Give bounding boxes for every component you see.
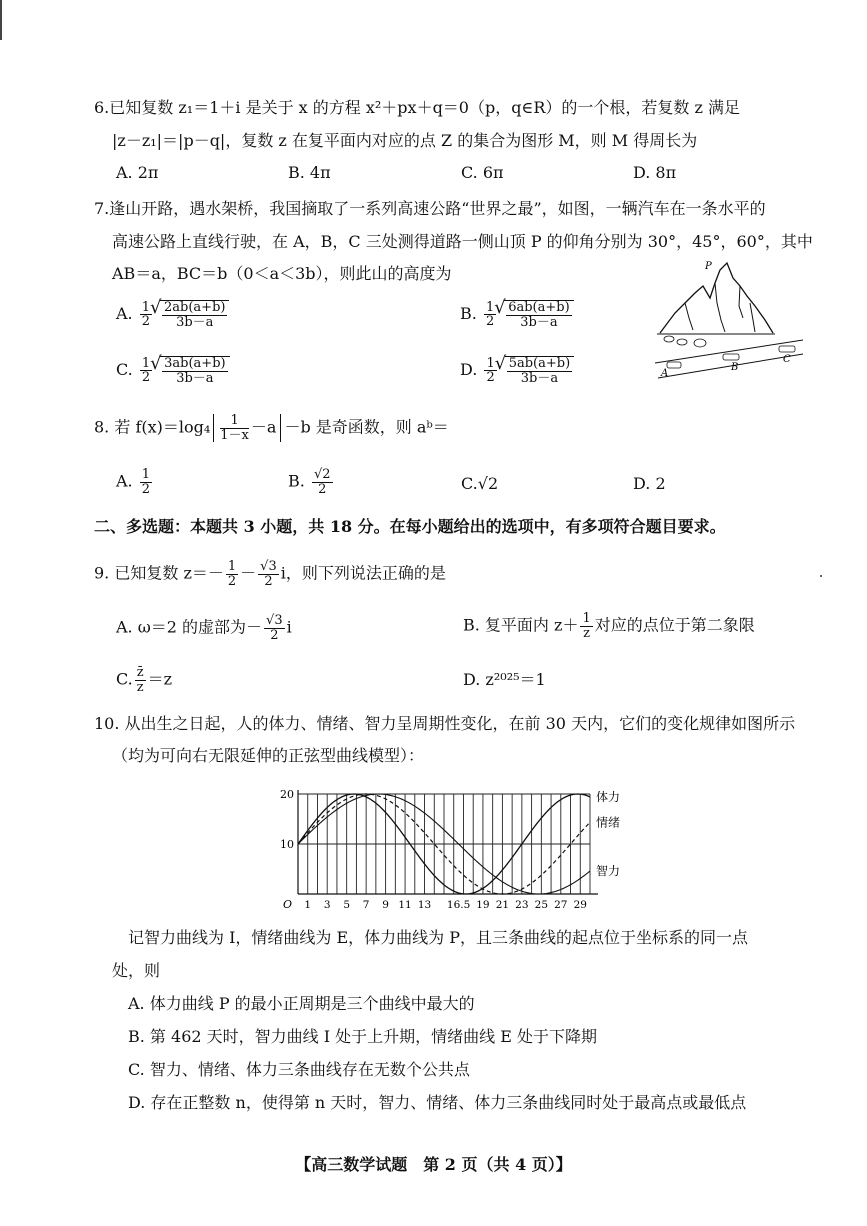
q9-b-num: 1 <box>582 611 591 626</box>
sqrt-num: √ 6ab(a+b) <box>508 300 570 315</box>
q8-a-den: 2 <box>141 481 151 497</box>
q8-pre: 8. 若 f(x)＝log₄ <box>94 417 211 437</box>
q7-option-a-sqrt <box>160 300 229 329</box>
q9-option-c <box>116 666 172 694</box>
rock-1 <box>664 336 674 342</box>
q10-option-c: C. 智力、情绪、体力三条曲线存在无数个公共点 <box>128 1060 470 1079</box>
q8-frac-den: 1－x <box>220 427 249 443</box>
series-label: 体力 <box>596 789 621 804</box>
q7-option-a-label: A. <box>116 304 133 324</box>
q8-option-c <box>461 474 498 493</box>
q6-option-d: D. 8π <box>633 163 677 182</box>
q9-mid: － <box>240 563 257 583</box>
q9-option-b <box>463 612 755 640</box>
section-2-heading: 二、多选题：本题共 3 小题，共 18 分。在每小题给出的选项中，有多项符合题目要求。 <box>94 517 726 536</box>
q9-b-den: z <box>583 625 591 641</box>
q9-c-post: ＝z <box>147 669 173 689</box>
x-tick-label: 16.5 <box>446 899 471 911</box>
q6-option-a: A. 2π <box>116 163 159 182</box>
q9-option-a <box>116 614 292 642</box>
q7-line-1: 7.逢山开路，遇水架桥，我国摘取了一系列高速公路“世界之最”，如图，一辆汽车在一条水平的 <box>94 199 766 218</box>
half-den: 2 <box>141 370 151 386</box>
q8-option-d-label: D. <box>633 474 651 493</box>
q8-option-a <box>116 468 154 496</box>
x-tick-label: 7 <box>362 899 370 911</box>
car-1 <box>667 362 681 368</box>
q10-line-3: 记智力曲线为 I，情绪曲线为 E，体力曲线为 P，且三条曲线的起点位于坐标系的同一点 <box>128 928 749 947</box>
q7-option-a <box>116 300 229 329</box>
q9-f1-num: 1 <box>227 559 237 574</box>
q9-pre: 9. 已知复数 z＝－ <box>94 563 224 583</box>
biorhythm-chart <box>268 782 638 914</box>
half-den: 2 <box>141 314 151 330</box>
q7-option-d-label: D. <box>460 360 478 380</box>
page-footer: 【高三数学试题 第 2 页（共 4 页）】 <box>295 1155 572 1174</box>
half-num: 1 <box>486 355 495 371</box>
q8-b-den: 2 <box>318 481 327 497</box>
q6-option-b: B. 4π <box>288 163 331 182</box>
q6-line-1: 6.已知复数 z₁＝1＋i 是关于 x 的方程 x²＋px＋q＝0（p，q∈R）的一个根，若复数 z 满足 <box>94 98 740 117</box>
q6-line-2: |z－z₁|＝|p－q|，复数 z 在复平面内对应的点 Z 的集合为图形 M，则 M 得周长为 <box>112 131 698 150</box>
sqrt-den: 3b－a <box>520 370 559 386</box>
q9-c-den: z <box>136 679 144 695</box>
q7-option-c <box>116 356 230 385</box>
half-num: 1 <box>485 299 495 315</box>
q8-option-c-text: √2 <box>477 474 499 493</box>
q9-stem <box>94 560 446 588</box>
q7-option-d <box>460 356 574 385</box>
peak-label: P <box>705 261 712 272</box>
sqrt-num: √ 3ab(a+b) <box>164 356 226 371</box>
q8-b-num: √2 <box>313 467 331 482</box>
rock-3 <box>694 339 706 347</box>
q9-a-den: 2 <box>270 627 279 643</box>
x-tick-label: 29 <box>573 899 587 911</box>
x-tick-label: 21 <box>495 899 510 911</box>
q9-a-post: i <box>286 617 292 637</box>
q9-post: i，则下列说法正确的是 <box>280 563 446 583</box>
q9-c-num: z̄ <box>136 665 144 680</box>
sqrt-den: 3b－a <box>520 314 558 330</box>
q9-f2-den: 2 <box>264 573 273 589</box>
q8-abs-tail: －a <box>250 417 277 437</box>
sqrt-num: √ 2ab(a+b) <box>164 300 226 315</box>
sqrt-num: √ 5ab(a+b) <box>508 356 571 371</box>
q9-b-pre: B. 复平面内 z＋ <box>463 615 579 635</box>
rock-2 <box>677 339 687 345</box>
x-tick-label: 3 <box>323 899 331 911</box>
q7-option-b-sqrt <box>504 300 573 329</box>
point-b-label: B <box>731 362 739 373</box>
x-tick-label: 19 <box>476 899 490 911</box>
q9-a-num: √3 <box>266 613 283 628</box>
q10-line-1: 10. 从出生之日起，人的体力、情绪、智力呈周期性变化，在前 30 天内，它们的变化规律如图所示 <box>94 714 796 733</box>
q10-option-d: D. 存在正整数 n，使得第 n 天时，智力、情绪、体力三条曲线同时处于最高点或最低点 <box>128 1093 747 1112</box>
q7-option-c-label: C. <box>116 360 133 380</box>
x-tick-label: 25 <box>534 899 549 911</box>
q8-frac-num: 1 <box>220 414 249 429</box>
x-tick-label: 11 <box>398 899 412 911</box>
car-3 <box>779 346 795 352</box>
q7-line-2: 高速公路上直线行驶，在 A，B，C 三处测得道路一侧山顶 P 的仰角分别为 30°，45°，60°，其中 <box>112 232 813 251</box>
half-den: 2 <box>485 314 495 330</box>
q7-option-c-sqrt <box>160 356 229 385</box>
series-label: 智力 <box>596 864 621 879</box>
mountain-detail <box>685 283 755 332</box>
q8-option-a-label: A. <box>116 471 133 491</box>
x-tick-label: 13 <box>417 899 432 911</box>
point-a-label: A <box>661 368 669 379</box>
half-num: 1 <box>141 355 151 371</box>
stray-dot <box>820 575 822 577</box>
q10-line-2: （均为可向右无限延伸的正弦型曲线模型）： <box>112 746 425 765</box>
q8-option-b <box>288 468 335 496</box>
q7-option-b-label: B. <box>460 304 477 324</box>
q8-option-b-label: B. <box>288 471 305 491</box>
q9-f2-num: √3 <box>260 559 277 574</box>
q8-option-c-label: C. <box>461 474 478 493</box>
y-tick-label: 20 <box>280 788 294 801</box>
q9-b-post: 对应的点位于第二象限 <box>594 615 755 635</box>
q9-c-label: C. <box>116 669 133 689</box>
half-den: 2 <box>486 370 495 386</box>
q8-option-d <box>633 474 666 493</box>
sqrt-den: 3b－a <box>176 370 214 386</box>
q9-a-pre: A. ω＝2 的虚部为－ <box>116 617 263 637</box>
q7-line-3: AB＝a，BC＝b（0＜a＜3b），则此山的高度为 <box>112 264 452 283</box>
x-tick-label: 1 <box>304 899 312 911</box>
origin-label: O <box>282 898 292 911</box>
q10-option-b: B. 第 462 天时，智力曲线 I 处于上升期，情绪曲线 E 处于下降期 <box>128 1027 597 1046</box>
sqrt-den: 3b－a <box>176 314 214 330</box>
q6-option-c: C. 6π <box>461 163 504 182</box>
x-tick-label: 9 <box>382 899 389 911</box>
q9-option-d: D. z²⁰²⁵＝1 <box>463 670 546 689</box>
q10-line-4: 处，则 <box>112 961 161 980</box>
q8-stem <box>94 414 449 442</box>
half-num: 1 <box>141 299 151 315</box>
q9-f1-den: 2 <box>227 573 237 589</box>
q7-option-b <box>460 300 574 329</box>
x-tick-label: 23 <box>515 899 529 911</box>
q8-a-num: 1 <box>141 467 151 482</box>
page-edge <box>0 0 2 40</box>
q8-frac <box>220 414 249 442</box>
series-label: 情绪 <box>596 815 621 830</box>
y-tick-label: 10 <box>280 838 294 851</box>
car-2 <box>723 354 739 360</box>
q10-option-a: A. 体力曲线 P 的最小正周期是三个曲线中最大的 <box>128 994 475 1013</box>
x-tick-label: 27 <box>554 899 568 911</box>
q8-post: －b 是奇函数，则 aᵇ＝ <box>284 417 449 437</box>
q7-option-d-sqrt <box>505 356 574 385</box>
q8-abs <box>213 414 281 442</box>
mountain-figure <box>655 258 805 388</box>
q8-option-d-text: 2 <box>655 474 666 493</box>
point-c-label: C <box>783 354 791 365</box>
x-tick-label: 5 <box>343 899 351 911</box>
